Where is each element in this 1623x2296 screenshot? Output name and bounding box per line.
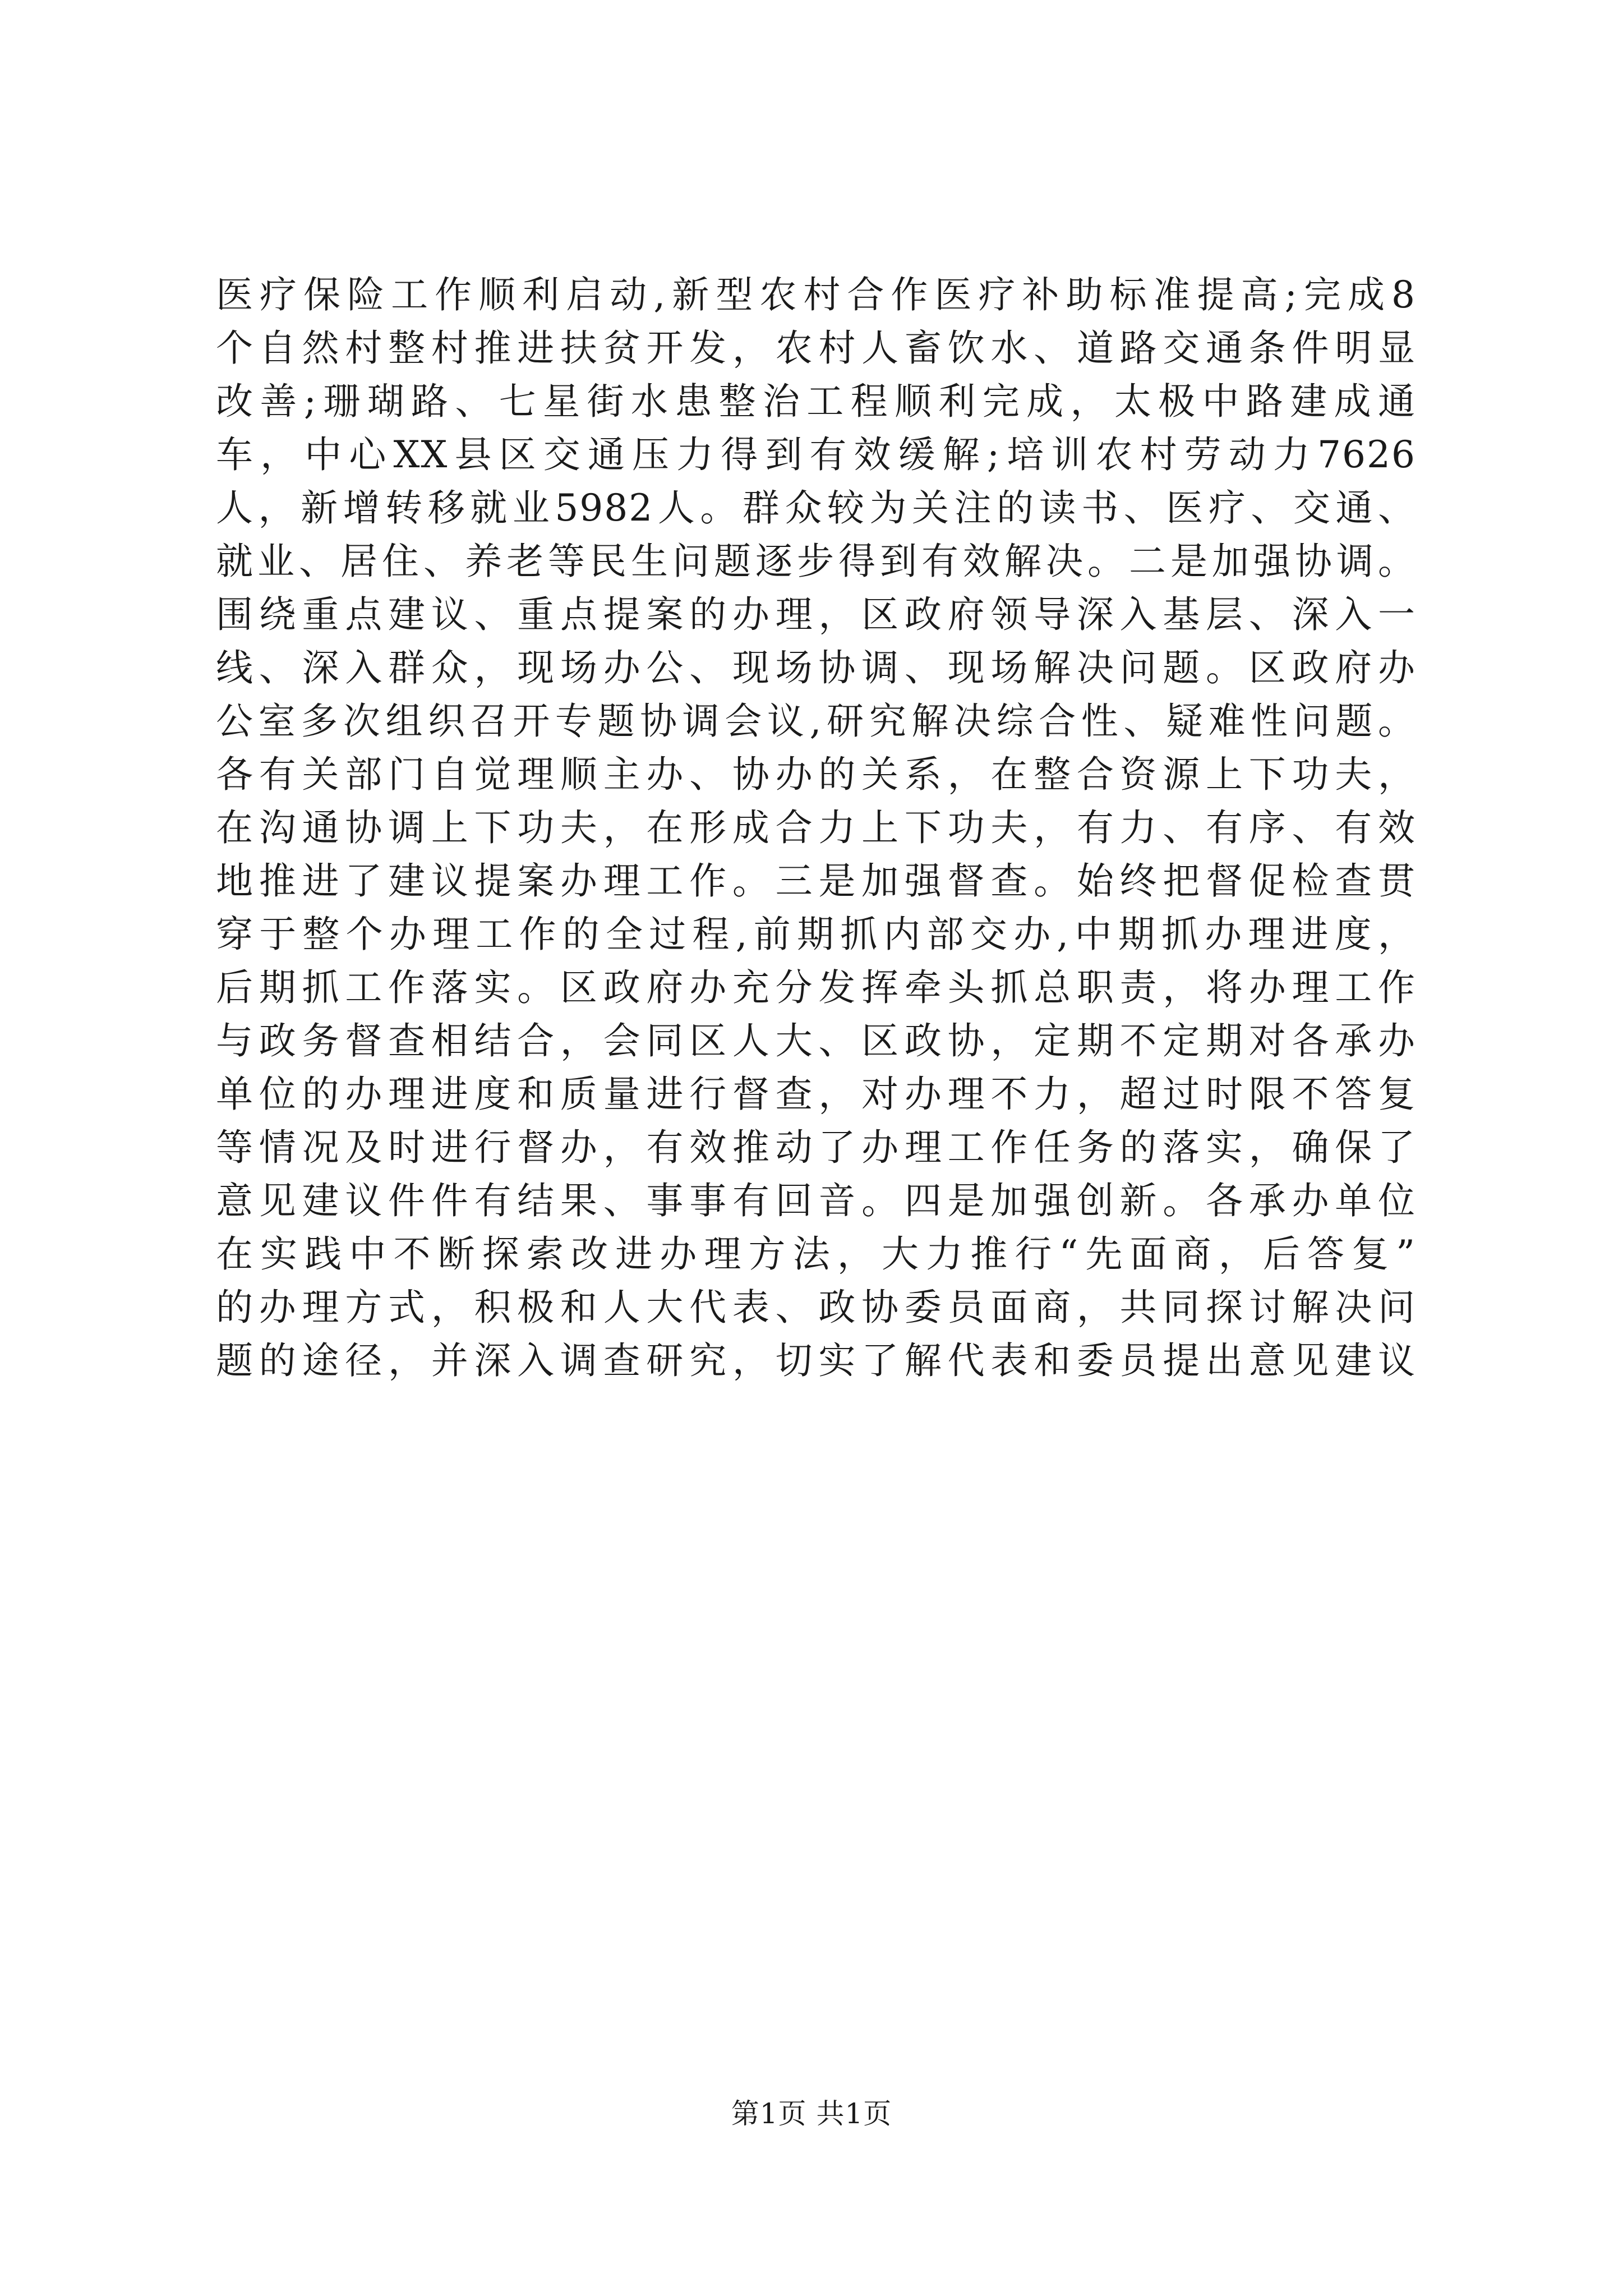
text-line: 个自然村整村推进扶贫开发，农村人畜饮水、道路交通条件明显 xyxy=(216,326,1416,370)
text-line: 围绕重点建议、重点提案的办理，区政府领导深入基层、深入一 xyxy=(216,593,1416,636)
body-text xyxy=(216,268,1416,1387)
text-line: 等情况及时进行督办，有效推动了办理工作任务的落实，确保了 xyxy=(216,1126,1416,1169)
text-line: 在沟通协调上下功夫，在形成合力上下功夫，有力、有序、有效 xyxy=(216,806,1416,849)
text-line: 医疗保险工作顺利启动,新型农村合作医疗补助标准提高;完成8 xyxy=(216,273,1416,316)
text-line: 单位的办理进度和质量进行督查，对办理不力，超过时限不答复 xyxy=(216,1073,1416,1116)
text-line: 题的途径，并深入调查研究，切实了解代表和委员提出意见建议 xyxy=(216,1339,1416,1382)
page-number-label: 第1页 共1页 xyxy=(731,2097,892,2130)
text-line: 改善;珊瑚路、七星街水患整治工程顺利完成，太极中路建成通 xyxy=(216,380,1416,423)
text-line: 人，新增转移就业5982人。群众较为关注的读书、医疗、交通、 xyxy=(216,486,1416,530)
text-line: 公室多次组织召开专题协调会议,研究解决综合性、疑难性问题。 xyxy=(216,700,1416,743)
text-line: 与政务督查相结合，会同区人大、区政协，定期不定期对各承办 xyxy=(216,1019,1416,1062)
text-line: 线、深入群众，现场办公、现场协调、现场解决问题。区政府办 xyxy=(216,646,1416,689)
text-line: 车，中心XX县区交通压力得到有效缓解;培训农村劳动力7626 xyxy=(216,433,1416,476)
text-line: 穿于整个办理工作的全过程,前期抓内部交办,中期抓办理进度， xyxy=(216,913,1416,956)
text-line: 后期抓工作落实。区政府办充分发挥牵头抓总职责，将办理工作 xyxy=(216,966,1416,1009)
text-line: 在实践中不断探索改进办理方法，大力推行“先面商，后答复” xyxy=(216,1232,1416,1276)
text-line: 各有关部门自觉理顺主办、协办的关系，在整合资源上下功夫， xyxy=(216,753,1416,796)
text-line: 地推进了建议提案办理工作。三是加强督查。始终把督促检查贯 xyxy=(216,859,1416,903)
text-line: 的办理方式，积极和人大代表、政协委员面商，共同探讨解决问 xyxy=(216,1286,1416,1329)
page-footer xyxy=(0,2097,1623,2131)
text-line: 就业、居住、养老等民生问题逐步得到有效解决。二是加强协调。 xyxy=(216,540,1416,583)
text-line: 意见建议件件有结果、事事有回音。四是加强创新。各承办单位 xyxy=(216,1179,1416,1222)
